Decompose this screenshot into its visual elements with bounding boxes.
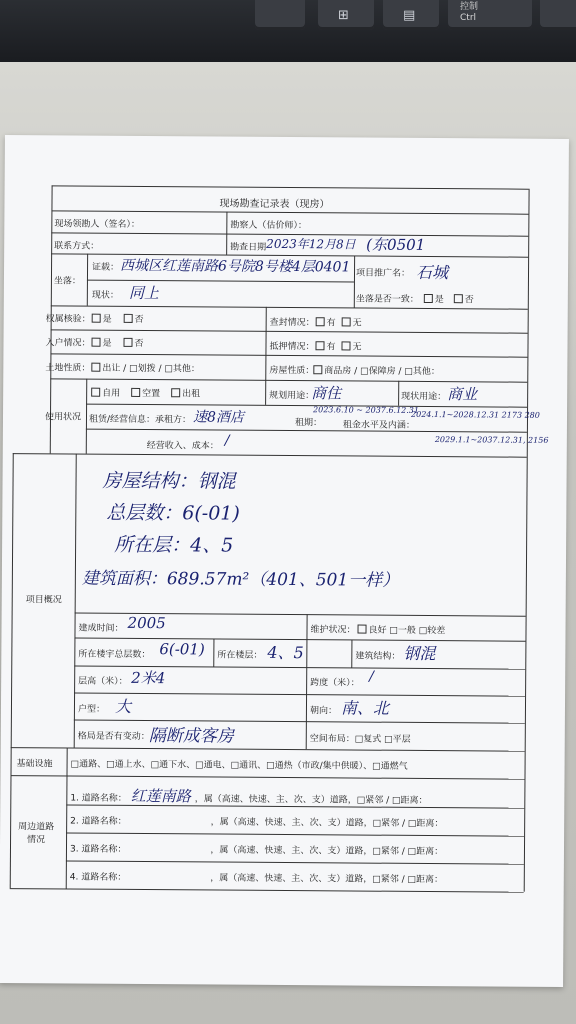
span-value: / (369, 668, 374, 685)
road-row-2: 2. 道路名称： ，属（高速、快速、主、次、支）道路，□紧邻 / □距离： (70, 816, 444, 830)
current-label: 现状： (91, 290, 119, 301)
cert-label: 证载： (92, 262, 120, 273)
height-value: 2米4 (131, 668, 166, 688)
seal-label: 查封情况： (269, 317, 315, 329)
rent-note-1: 2024.1.1~2028.12.31 2173 280 (410, 409, 540, 420)
windows-key[interactable] (318, 0, 374, 30)
layout-change-label: 格局是否有变动： (77, 731, 150, 743)
promo-name-value: 石城 (415, 262, 449, 283)
planned-use-label: 规划用途： (269, 390, 315, 402)
keyboard-key[interactable] (540, 0, 576, 30)
road-row-4: 4. 道路名称： ，属（高速、快速、主、次、支）道路，□紧邻 / □距离： (69, 872, 444, 886)
lessee-label: 承租方： (154, 415, 192, 426)
date-label: 勘查日期 (230, 242, 267, 253)
orientation-value: 南、北 (340, 698, 390, 718)
ownership-label: 权属核验： (45, 314, 91, 325)
survey-form-paper (0, 135, 569, 987)
planned-use-value: 商住 (311, 384, 342, 403)
orientation-label: 朝向： (309, 706, 338, 717)
house-nature-label: 房屋性质： (269, 365, 315, 377)
menu-key[interactable] (383, 0, 439, 30)
overview-line-2: 总层数：6(-01) (106, 501, 240, 525)
span-label: 跨度（米）： (310, 678, 360, 689)
contact-label: 联系方式： (54, 241, 100, 252)
current-value: 同上 (128, 283, 159, 303)
roads-label: 周边道路 情况 (18, 822, 55, 846)
road-name-3 (126, 852, 210, 853)
lessee-value: 速8酒店 (192, 409, 244, 426)
seal-has[interactable]: 有 (316, 315, 336, 328)
road-row-1: 1. 道路名称： 红莲南路 ，属（高速、快速、主、次、支）道路，□紧邻 / □距离： (70, 786, 428, 807)
promo-name-label: 项目推广名： (355, 268, 411, 279)
total-floors-label: 所在楼宇总层数： (78, 649, 151, 661)
keyboard (0, 0, 576, 62)
height-label: 层高（米）： (78, 676, 128, 687)
location-label: 坐落： (53, 276, 81, 287)
occupancy-no[interactable]: 否 (123, 336, 143, 349)
ownership-yes[interactable]: 是 (92, 312, 112, 325)
lease-term-label: 租期： (294, 418, 323, 429)
consistent-no[interactable]: 否 (454, 292, 474, 305)
floor-value: 4、5 (267, 642, 304, 663)
occupancy-label: 入户情况： (45, 338, 91, 349)
lease-term-value: 2023.6.10 ~ 2037.6.12.31 (313, 405, 420, 415)
income-label: 经营收入、成本： (146, 441, 219, 452)
road-row-3: 3. 道路名称： ，属（高速、快速、主、次、支）道路，□紧邻 / □距离： (69, 844, 444, 858)
usage-option-rent[interactable]: 出租 (171, 386, 200, 399)
ownership-no[interactable]: 否 (124, 312, 144, 325)
form-title: 现场勘查记录表（现房） (219, 198, 330, 211)
usage-option-self[interactable]: 自用 (91, 386, 120, 399)
windows-key-icon: ⊞ (338, 8, 349, 23)
ctrl-key[interactable] (448, 0, 532, 30)
income-value: / (224, 432, 230, 449)
lease-label: 租赁/经营信息： (88, 414, 156, 426)
road-name-2 (127, 824, 211, 825)
unit-type-value: 大 (114, 696, 132, 716)
date-extra: (东0501 (366, 235, 426, 254)
usage-option-vacant[interactable]: 空置 (131, 386, 160, 399)
surveyor-label: 勘察人（估价师）： (230, 220, 307, 232)
consistent-label: 坐落是否一致： (355, 294, 419, 305)
land-nature-label: 土地性质： (45, 363, 91, 374)
project-overview-label: 项目概况 (25, 595, 62, 606)
rent-label: 租金水平及内涵： (342, 420, 415, 431)
ctrl-key-label: 控制 Ctrl (460, 2, 479, 23)
consistent-yes[interactable]: 是 (424, 292, 444, 305)
overview-line-1: 房屋结构：钢混 (102, 469, 236, 493)
built-label: 建成时间： (78, 623, 124, 634)
road-name-1: 红莲南路 (130, 786, 191, 806)
rent-note-2: 2029.1.1~2037.12.31, 2156 (434, 435, 549, 445)
cert-value: 西城区红莲南路6号院8号楼4层0401 (120, 257, 351, 276)
current-use-label: 现状用途： (401, 391, 447, 403)
spatial-label: 空间布局： (309, 734, 355, 745)
infra-options[interactable]: □通路、□通上水、□通下水、□通电、□通讯、□通热（市政/集中供暖）、□通燃气 (70, 759, 408, 772)
maintenance-label: 维护状况： (310, 625, 356, 636)
menu-key-icon: ▤ (403, 8, 416, 23)
spatial-options[interactable]: □复式 □平层 (354, 734, 411, 745)
occupancy-yes[interactable]: 是 (91, 336, 111, 349)
seal-none[interactable]: 无 (342, 315, 362, 328)
built-value: 2005 (127, 613, 166, 633)
structure-value: 钢混 (403, 643, 436, 664)
layout-change-value: 隔断成客房 (148, 726, 234, 747)
land-options[interactable]: 出让 / □划拨 / □其他： (91, 361, 200, 375)
mortgage-has[interactable]: 有 (315, 339, 335, 352)
unit-type-label: 户型： (77, 704, 106, 715)
usage-status-label: 使用状况 (44, 412, 82, 423)
mortgage-label: 抵押情况： (269, 341, 315, 353)
infra-label: 基础设施 (16, 759, 53, 770)
mortgage-none[interactable]: 无 (341, 339, 361, 352)
current-use-value: 商业 (447, 385, 478, 404)
maintenance-options[interactable]: 良好 □一般 □较差 (357, 623, 445, 637)
keyboard-key[interactable] (255, 0, 305, 30)
leader-label: 现场领勘人（签名）： (54, 219, 140, 230)
structure-label: 建筑结构： (355, 651, 401, 662)
floor-label: 所在楼层： (217, 650, 263, 661)
overview-line-4: 建筑面积：689.57m²（401、501一样） (81, 568, 400, 591)
house-options[interactable]: 商品房 / □保障房 / □其他： (313, 363, 440, 377)
date-value: 2023年12月8日 (266, 236, 356, 252)
total-floors-value: 6(-01) (159, 640, 205, 659)
road-name-4 (126, 880, 210, 881)
overview-line-3: 所在层：4、5 (114, 533, 234, 557)
